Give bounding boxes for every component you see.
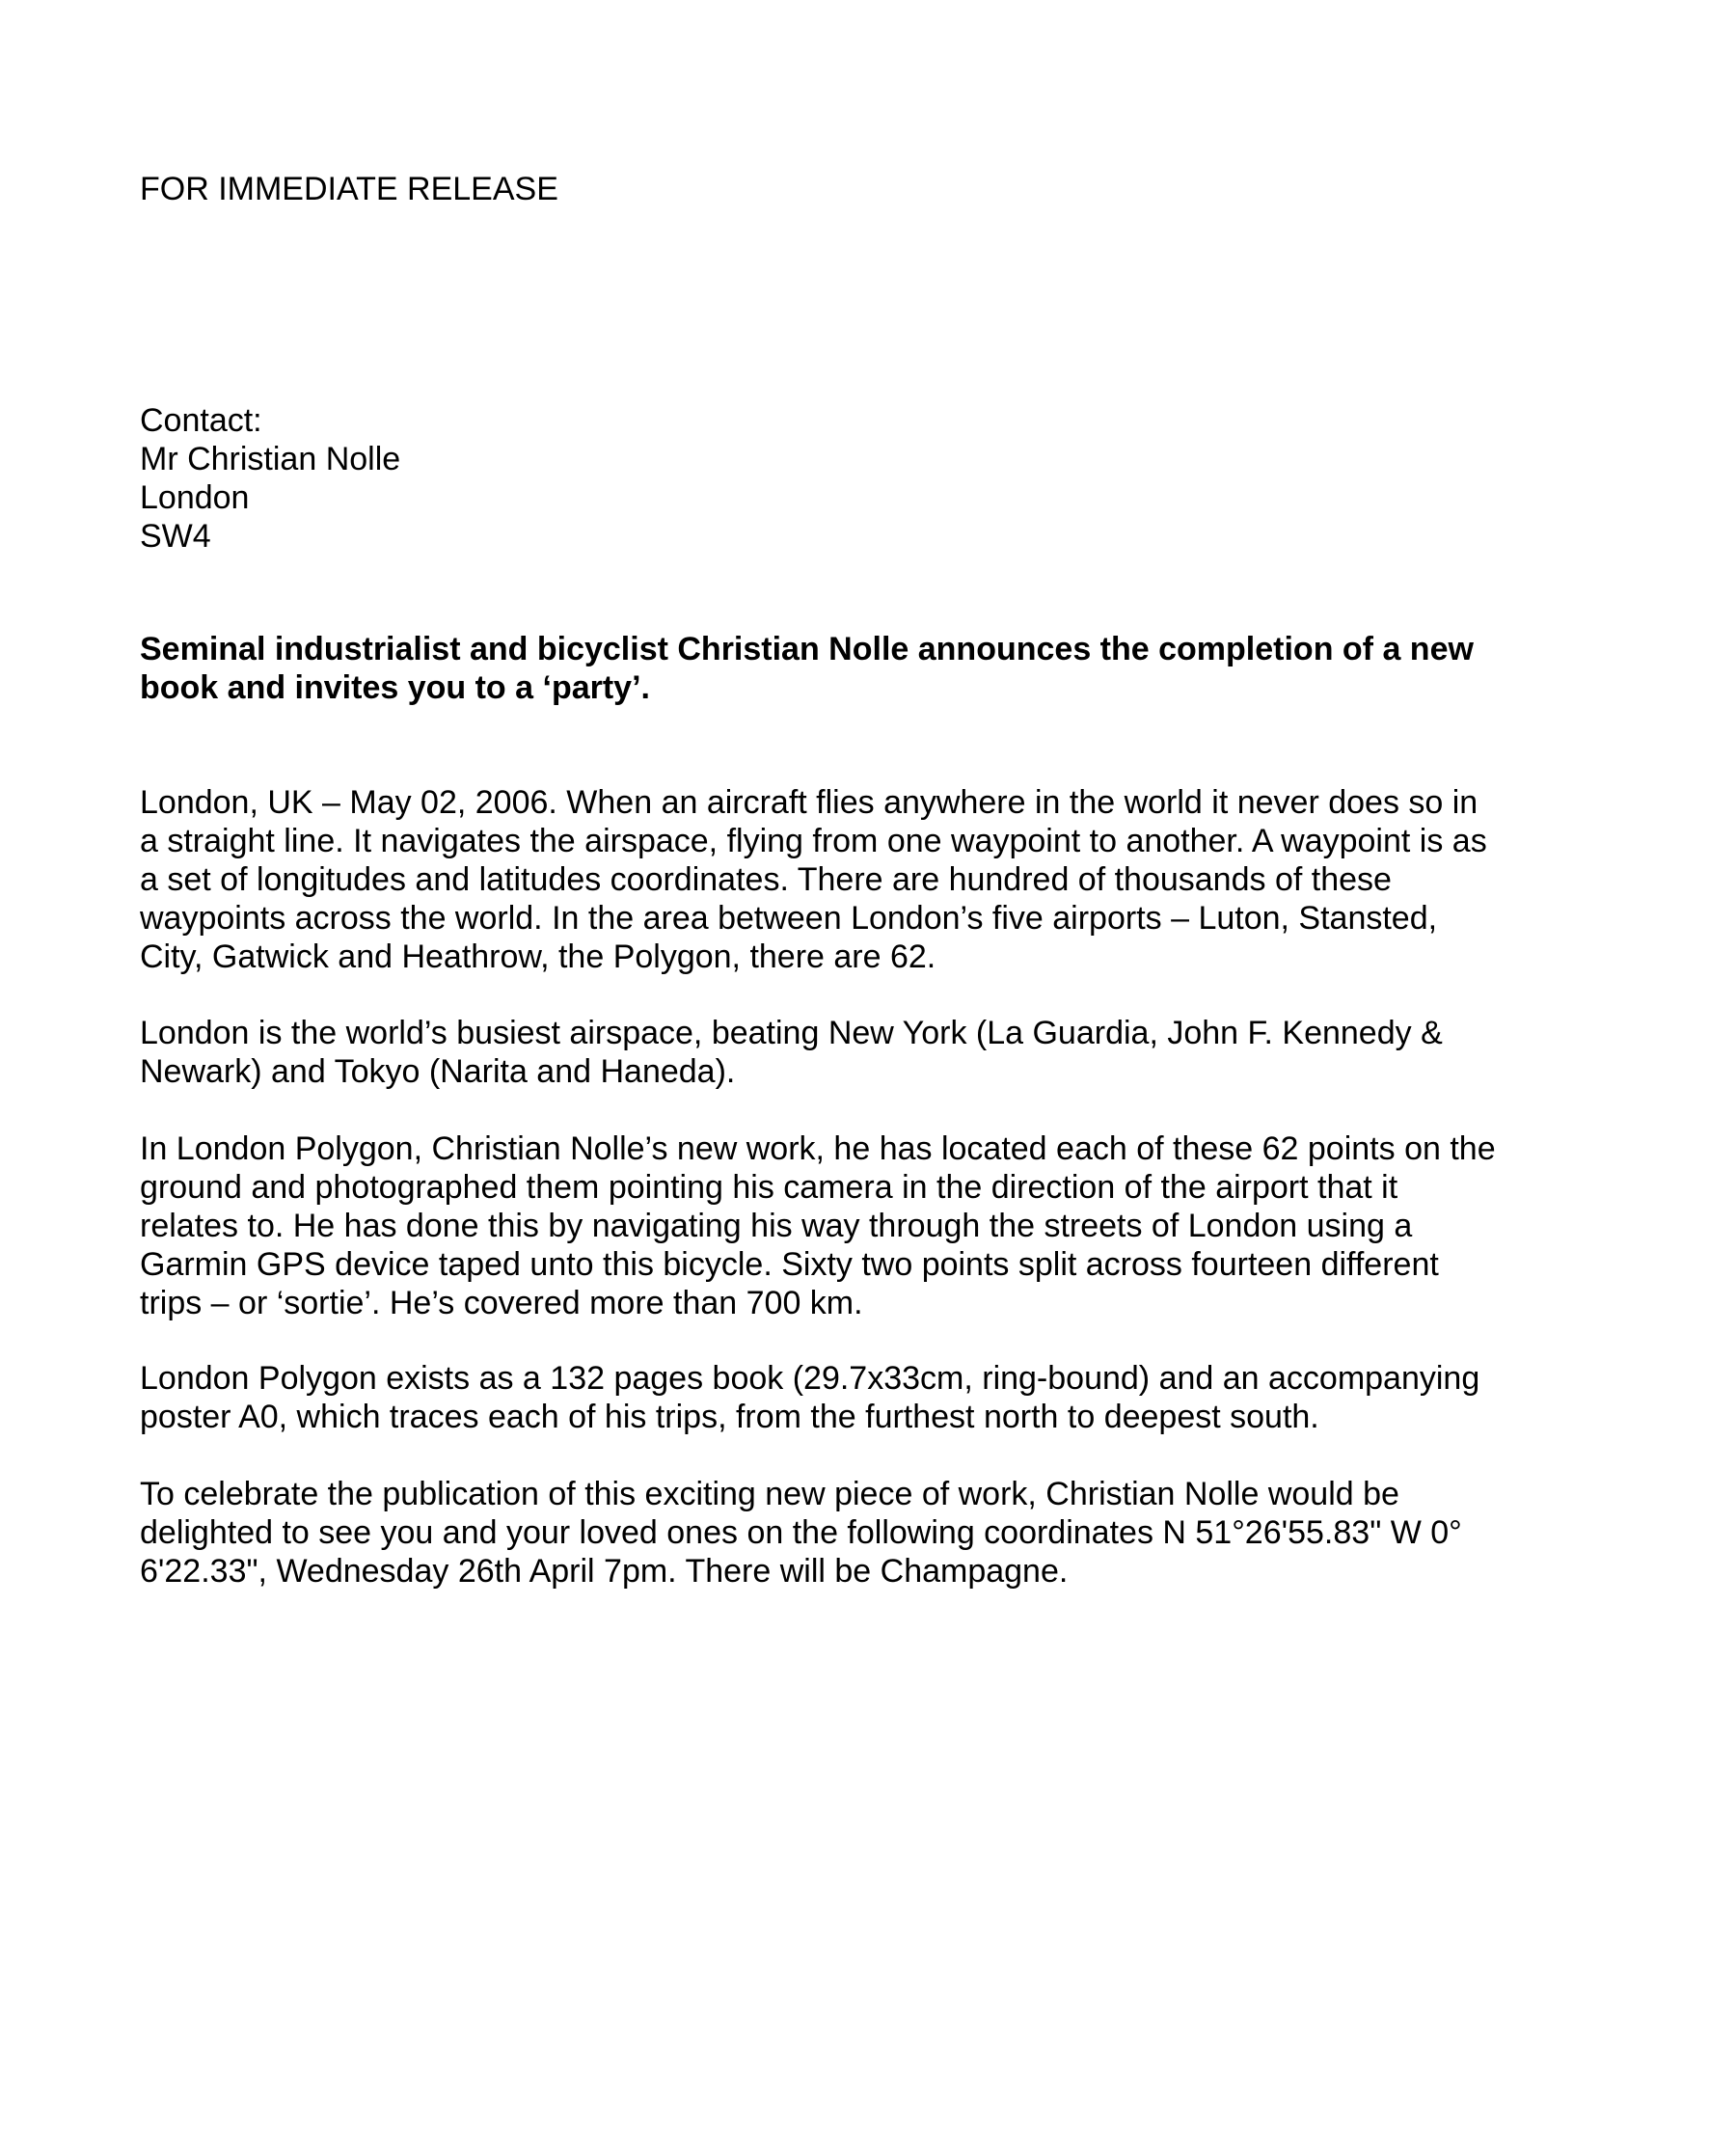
paragraph-line: Newark) and Tokyo (Narita and Haneda). [140,1053,736,1090]
paragraph-invitation [140,1475,1462,1591]
paragraph-work [140,1129,1496,1322]
headline-line: book and invites you to a ‘party’. [140,669,650,706]
paragraph-line: To celebrate the publication of this exciting new piece of work, Christian Nolle would be [140,1476,1399,1512]
paragraph-line: a set of longitudes and latitudes coordinates. There are hundred of thousands of these [140,861,1392,898]
contact-block [140,401,400,556]
paragraph-line: In London Polygon, Christian Nolle’s new work, he has located each of these 62 points on the [140,1130,1496,1167]
paragraph-line: 6'22.33", Wednesday 26th April 7pm. There will be Champagne. [140,1553,1069,1590]
paragraph-line: ground and photographed them pointing his camera in the direction of the airport that it [140,1169,1398,1206]
release-label: FOR IMMEDIATE RELEASE [140,171,558,207]
headline-line: Seminal industrialist and bicyclist Christian Nolle announces the completion of a new [140,631,1474,667]
paragraph-line: London, UK – May 02, 2006. When an aircraft flies anywhere in the world it never does so in [140,784,1478,821]
paragraph-airspace [140,1014,1443,1091]
headline [140,630,1606,707]
paragraph-book [140,1359,1479,1436]
contact-name: Mr Christian Nolle [140,441,401,477]
paragraph-intro [140,783,1487,976]
paragraph-line: poster A0, which traces each of his trips, from the furthest north to deepest south. [140,1399,1319,1435]
contact-label: Contact: [140,402,262,439]
contact-postcode: SW4 [140,518,211,555]
paragraph-line: a straight line. It navigates the airspace, flying from one waypoint to another. A waypoint is as [140,823,1487,859]
paragraph-line: relates to. He has done this by navigating his way through the streets of London using a [140,1208,1413,1244]
paragraph-line: trips – or ‘sortie’. He’s covered more than 700 km. [140,1285,863,1321]
paragraph-line: Garmin GPS device taped unto this bicycle. Sixty two points split across fourteen different [140,1246,1439,1283]
paragraph-line: London Polygon exists as a 132 pages book (29.7x33cm, ring-bound) and an accompanying [140,1360,1480,1397]
paragraph-line: waypoints across the world. In the area between London’s five airports – Luton, Stansted, [140,900,1438,937]
contact-city: London [140,479,250,516]
paragraph-line: delighted to see you and your loved ones on the following coordinates N 51°26'55.83" W 0° [140,1514,1462,1551]
paragraph-line: City, Gatwick and Heathrow, the Polygon, there are 62. [140,938,936,975]
paragraph-line: London is the world’s busiest airspace, beating New York (La Guardia, John F. Kennedy & [140,1015,1443,1051]
